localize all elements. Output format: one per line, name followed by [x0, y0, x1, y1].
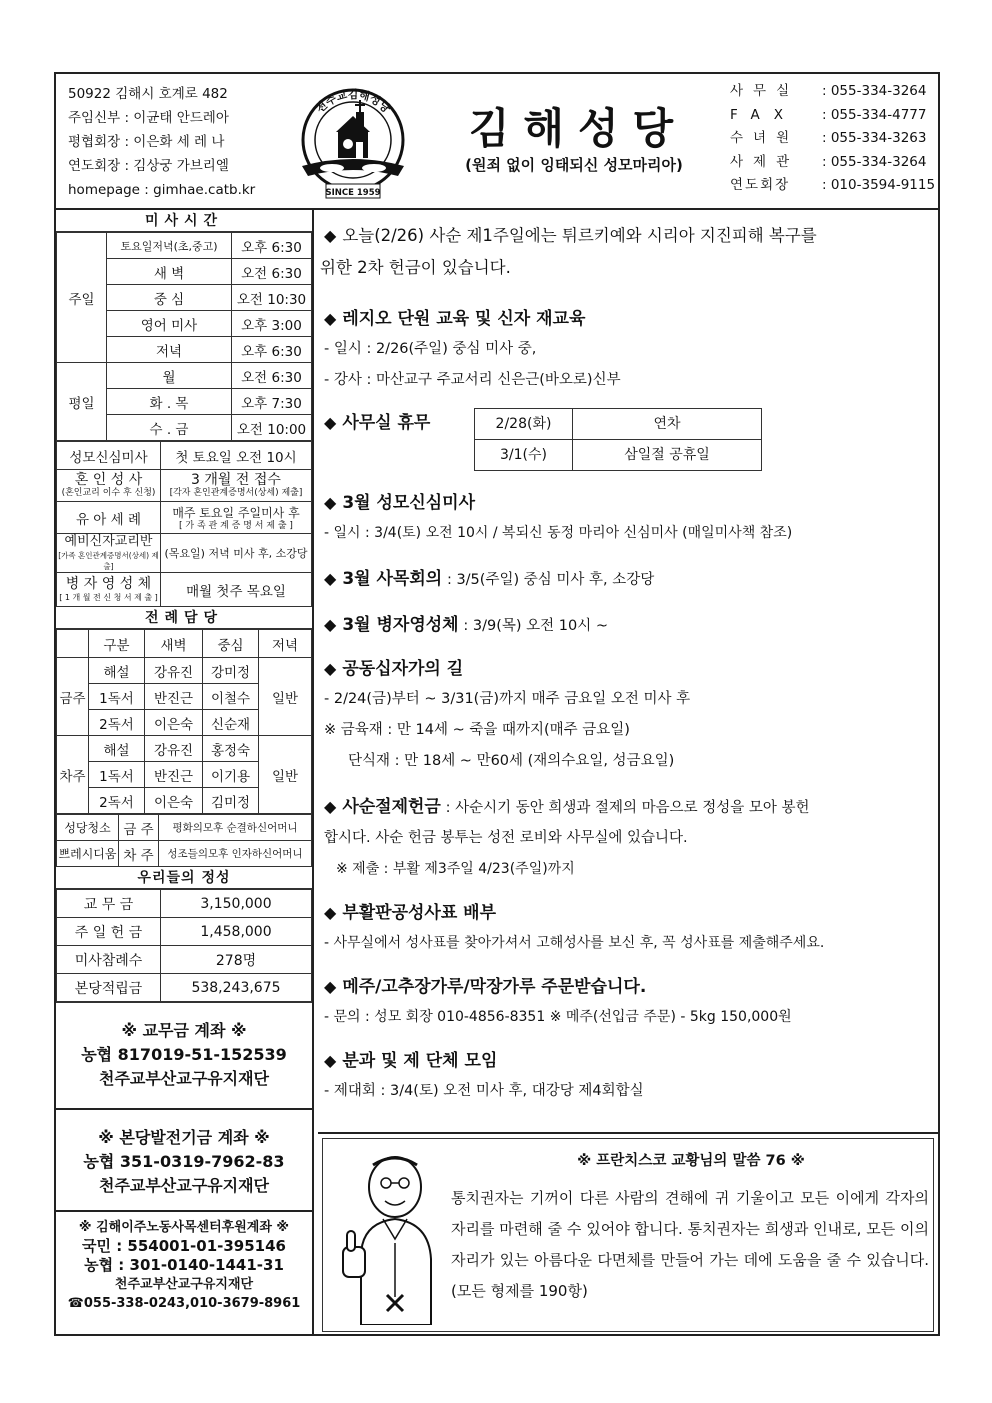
cleaning-week: 금 주: [119, 815, 159, 841]
closed-reason: 연차: [573, 409, 762, 440]
liturgy-header: 새벽: [145, 630, 203, 658]
notice-sick-communion: [324, 610, 936, 641]
notice-group-meeting: [324, 1046, 936, 1107]
role: 해설: [89, 736, 145, 762]
pope-quote-text: 통치권자는 기꺼이 다른 사람의 견해에 귀 기울이고 모든 이에게 각자의 자리를 마련해 줄 수 있어야 합니다. 통치권자는 희생과 인내로, 모든 이의 자리가 있는 아름다운 다면체를 만들어 가는 데에 도움을 줄 수 있습니다.(모든 형제를 190항): [451, 1189, 929, 1300]
development-account-title: ※ 본당발전기금 계좌 ※: [98, 1128, 270, 1147]
closed-reason: 삼일절 공휴일: [573, 440, 762, 471]
notice-title: 메주/고추장가루/막장가루 주문받습니다.: [342, 977, 647, 997]
kyomu-account-number: 농협 817019-51-152539: [81, 1045, 287, 1064]
mass-name: 중 심: [107, 285, 232, 311]
notice-confession-card: [324, 898, 936, 959]
kyomu-account: [56, 1002, 312, 1108]
liturgy-table: [56, 629, 312, 814]
diamond-bullet-icon: ◆: [324, 226, 337, 245]
main-reader: 이철수: [203, 684, 259, 710]
notice-detail: - 일시 : 2/26(주일) 중심 미사 중,: [324, 341, 537, 357]
cleaning-label: 성당청소: [57, 815, 119, 841]
dawn-reader: 강유진: [145, 736, 203, 762]
contact-label: 사무실: [730, 83, 800, 99]
dawn-reader: 반진근: [145, 684, 203, 710]
mass-name: 화 . 목: [107, 389, 232, 415]
mass-name: 영어 미사: [107, 311, 232, 337]
notice-marian-mass: [324, 488, 936, 549]
main-reader: 김미정: [203, 788, 259, 814]
notice-detail: - 일시 : 3/4(토) 오전 10시 / 복되신 동정 마리아 신심미사 (매일미사책 참조): [324, 525, 793, 541]
main-reader: 이기용: [203, 762, 259, 788]
liturgy-header: 저녁: [259, 630, 312, 658]
mass-time: 오전 10:00: [232, 415, 312, 441]
diamond-bullet-icon: ◆: [324, 903, 337, 922]
diamond-bullet-icon: ◆: [324, 797, 337, 816]
contact-rectory: [730, 151, 940, 175]
liturgy-header: 중심: [203, 630, 259, 658]
role: 1독서: [89, 684, 145, 710]
labor-account-phone: ☎055-338-0243,010-3679-8961: [67, 1296, 301, 1311]
office-closed-table: [474, 408, 762, 471]
sacrament-name: 병 자 영 성 체: [65, 576, 152, 592]
sacrament-note: [가족 혼인관계증명서(상세) 제출]: [58, 551, 159, 571]
role: 1독서: [89, 762, 145, 788]
liturgy-header: 구분: [89, 630, 145, 658]
church-seal-icon: [292, 82, 414, 204]
week-label: 금주: [57, 658, 89, 736]
dawn-reader: 반진근: [145, 762, 203, 788]
notice-office-closed: [324, 408, 936, 472]
contact-list: [730, 80, 940, 198]
notice-detail: - 사무실에서 성사표를 찾아가셔서 고해성사를 보신 후, 꼭 성사표를 제출해주세요.: [324, 935, 825, 951]
kyomu-account-owner: 천주교부산교구유지재단: [98, 1069, 270, 1088]
dawn-reader: 이은숙: [145, 710, 203, 736]
weekday-label: 평일: [57, 363, 107, 441]
offering-label: 교 무 금: [57, 890, 161, 918]
sacrament-value: 첫 토요일 오전 10시: [161, 442, 312, 470]
diamond-bullet-icon: ◆: [324, 977, 337, 996]
notice-title: 레지오 단원 교육 및 신자 재교육: [342, 309, 586, 329]
sunday-label: 주일: [57, 233, 107, 363]
bulletin-page: [54, 72, 940, 1336]
left-column: [56, 210, 314, 1336]
evening-reader: 일반: [259, 658, 312, 736]
notice-lent-offering: [324, 792, 936, 885]
notice-title: 3월 사목회의: [342, 569, 443, 589]
contact-label: 수녀원: [730, 130, 800, 146]
mass-time: 오후 6:30: [232, 233, 312, 259]
sacrament-note: [ 가 족 관 계 증 명 서 제 출 ]: [179, 520, 293, 531]
labor-account-title: ※ 김해이주노동사목센터후원계좌 ※: [78, 1220, 290, 1235]
contact-value: : 055-334-3264: [822, 83, 927, 99]
diamond-bullet-icon: ◆: [324, 659, 337, 678]
diamond-bullet-icon: ◆: [324, 615, 337, 634]
logo-text: 천주교김해성당: [313, 88, 393, 116]
notice-title: 3월 병자영성체: [342, 615, 459, 635]
notice-detail: 단식재 : 만 18세 ~ 만60세 (재의수요일, 성금요일): [348, 753, 675, 769]
notice-detail: ※ 금육재 : 만 14세 ~ 죽을 때까지(매주 금요일): [324, 722, 630, 738]
notice-detail: 합시다. 사순 헌금 봉투는 성전 로비와 사무실에 있습니다.: [324, 830, 688, 846]
mass-name: 토요일저녁(초,중고): [107, 233, 232, 259]
mass-times-title: 미사시간: [56, 210, 312, 232]
mass-time: 오전 6:30: [232, 259, 312, 285]
mass-time: 오후 3:00: [232, 311, 312, 337]
labor-account-kb: 국민 : 554001-01-395146: [82, 1237, 286, 1255]
sacrament-name: 예비신자교리반: [64, 534, 153, 549]
contact-fax: [730, 104, 940, 128]
sacrament-value: 매월 첫주 목요일: [161, 573, 312, 607]
contact-label: 연도회장: [730, 177, 791, 193]
mass-name: 새 벽: [107, 259, 232, 285]
mass-time: 오전 10:30: [232, 285, 312, 311]
parish-info: [68, 82, 298, 202]
page-title: 김해성당: [468, 104, 688, 153]
notice-title: 사순절제헌금: [342, 797, 441, 817]
offering-table: [56, 889, 312, 1002]
notice-detail: - 제대회 : 3/4(토) 오전 미사 후, 대강당 제4회합실: [324, 1083, 644, 1099]
sacrament-note: [ 1 개 월 전 신 청 서 제 출 ]: [59, 593, 158, 602]
diamond-bullet-icon: ◆: [324, 569, 337, 588]
mass-time: 오후 6:30: [232, 337, 312, 363]
notice-detail: : 사순시기 동안 희생과 절제의 마음으로 정성을 모아 봉헌: [445, 800, 810, 816]
dawn-reader: 이은숙: [145, 788, 203, 814]
notice-detail: - 2/24(금)부터 ~ 3/31(금)까지 매주 금요일 오전 미사 후: [324, 691, 691, 707]
notice-2nd-collection: [320, 220, 936, 284]
notice-text: 오늘(2/26) 사순 제1주일에는 튀르키예와 시리아 지진피해 복구를: [342, 226, 817, 245]
sacraments-table: [56, 441, 312, 607]
page-subtitle: (원죄 없이 잉태되신 성모마리아): [465, 156, 683, 174]
notice-title: 분과 및 제 단체 모임: [342, 1051, 498, 1071]
mass-name: 저녁: [107, 337, 232, 363]
contact-value: : 055-334-3263: [822, 130, 927, 146]
development-account-owner: 천주교부산교구유지재단: [98, 1176, 270, 1195]
offering-label: 미사참례수: [57, 946, 161, 974]
sacrament-name: 혼 인 성 사: [74, 472, 143, 488]
pope-thumbs-up-icon: [331, 1147, 443, 1325]
role: 2독서: [89, 788, 145, 814]
sacrament-name: 성모신심미사: [57, 442, 161, 470]
sacrament-value: (목요일) 저녁 미사 후, 소강당: [161, 534, 312, 573]
notice-legio-education: [324, 304, 936, 396]
offering-value: 1,458,000: [161, 918, 312, 946]
contact-label: 사제관: [730, 153, 800, 170]
notice-detail: ※ 제출 : 부활 제3주일 4/23(주일)까지: [336, 861, 575, 877]
notice-title: 공동십자가의 길: [342, 659, 464, 679]
diamond-bullet-icon: ◆: [324, 1051, 337, 1070]
diamond-bullet-icon: ◆: [324, 413, 337, 432]
labor-center-account: [56, 1210, 312, 1313]
mass-times-table: [56, 232, 312, 441]
kyomu-account-title: ※ 교무금 계좌 ※: [121, 1021, 247, 1040]
sacrament-note: (혼인교리 이수 후 신청): [61, 488, 156, 498]
development-account-number: 농협 351-0319-7962-83: [83, 1152, 285, 1171]
mass-name: 월: [107, 363, 232, 389]
dawn-reader: 강유진: [145, 658, 203, 684]
notice-title: 부활판공성사표 배부: [342, 903, 497, 923]
cleaning-label: 쁘레시디움: [57, 841, 119, 867]
cleaning-group: 평화의모후 순결하신어머니: [159, 815, 312, 841]
labor-account-nh: 농협 : 301-0140-1441-31: [84, 1256, 284, 1274]
closed-date: 2/28(화): [475, 409, 573, 440]
sacrament-note: [각자 혼인관계증명서(상세) 제출]: [169, 488, 303, 498]
diamond-bullet-icon: ◆: [324, 493, 337, 512]
notice-pastoral-council: [324, 564, 936, 595]
main-reader: 강미정: [203, 658, 259, 684]
evening-reader: 일반: [259, 736, 312, 814]
main-reader: 신순재: [203, 710, 259, 736]
homepage: homepage : gimhae.catb.kr: [68, 182, 256, 198]
offering-value: 278명: [161, 946, 312, 974]
contact-label: FAX: [730, 106, 798, 123]
mass-time: 오후 7:30: [232, 389, 312, 415]
role: 2독서: [89, 710, 145, 736]
address: 50922 김해시 호계로 482: [68, 86, 228, 102]
contact-office: [730, 80, 940, 104]
week-label: 차주: [57, 736, 89, 814]
main-reader: 홍정숙: [203, 736, 259, 762]
diamond-bullet-icon: ◆: [324, 309, 337, 328]
contact-yeondo: [730, 174, 940, 198]
notice-detail: - 문의 : 성모 회장 010-4856-8351 ※ 메주(선입금 주문) - 5kg 150,000원: [324, 1009, 792, 1025]
council-president: 평협회장 : 이은화 세 레 나: [68, 134, 225, 150]
offering-value: 538,243,675: [161, 974, 312, 1002]
cleaning-table: [56, 814, 312, 867]
notice-detail: : 3/5(주일) 중심 미사 후, 소강당: [446, 572, 655, 588]
cleaning-week: 차 주: [119, 841, 159, 867]
notice-text: 위한 2차 헌금이 있습니다.: [320, 258, 511, 277]
mass-name: 수 . 금: [107, 415, 232, 441]
sacrament-value: 3 개월 전 접수: [191, 472, 281, 488]
cleaning-group: 성조들의모후 인자하신어머니: [159, 841, 312, 867]
notice-title: 3월 성모신심미사: [342, 493, 476, 513]
offering-label: 주 일 헌 금: [57, 918, 161, 946]
contact-value: : 055-334-3264: [822, 153, 927, 170]
sacrament-value: 매주 토요일 주일미사 후: [172, 505, 300, 520]
liturgy-title: 전례담당: [56, 607, 312, 629]
offering-title: 우리들의 정성: [56, 867, 312, 889]
role: 해설: [89, 658, 145, 684]
logo-since: SINCE 1959: [325, 188, 381, 198]
contact-value: : 010-3594-9115: [822, 177, 936, 193]
pastor: 주임신부 : 이균태 안드레아: [68, 110, 229, 126]
notice-detail: - 강사 : 마산교구 주교서리 신은근(바오로)신부: [324, 372, 621, 388]
notice-meju-order: [324, 972, 936, 1033]
offering-label: 본당적립금: [57, 974, 161, 1002]
legion-president: 연도회장 : 김상궁 가브리엘: [68, 158, 229, 174]
notice-detail: : 3/9(목) 오전 10시 ~: [463, 618, 608, 634]
pope-quote-title: ※ 프란치스코 교황님의 말씀 76 ※: [577, 1153, 805, 1169]
pope-quote-box: [318, 1132, 938, 1336]
mass-time: 오전 6:30: [232, 363, 312, 389]
contact-convent: [730, 127, 940, 151]
development-account: [56, 1108, 312, 1210]
sacrament-name: 유 아 세 례: [57, 502, 161, 534]
offering-value: 3,150,000: [161, 890, 312, 918]
labor-account-owner: 천주교부산교구유지재단: [114, 1277, 254, 1292]
notice-stations-of-cross: [324, 654, 936, 777]
notice-title: 사무실 휴무: [342, 413, 431, 433]
contact-value: : 055-334-4777: [822, 106, 927, 123]
header: [56, 74, 938, 210]
closed-date: 3/1(수): [475, 440, 573, 471]
